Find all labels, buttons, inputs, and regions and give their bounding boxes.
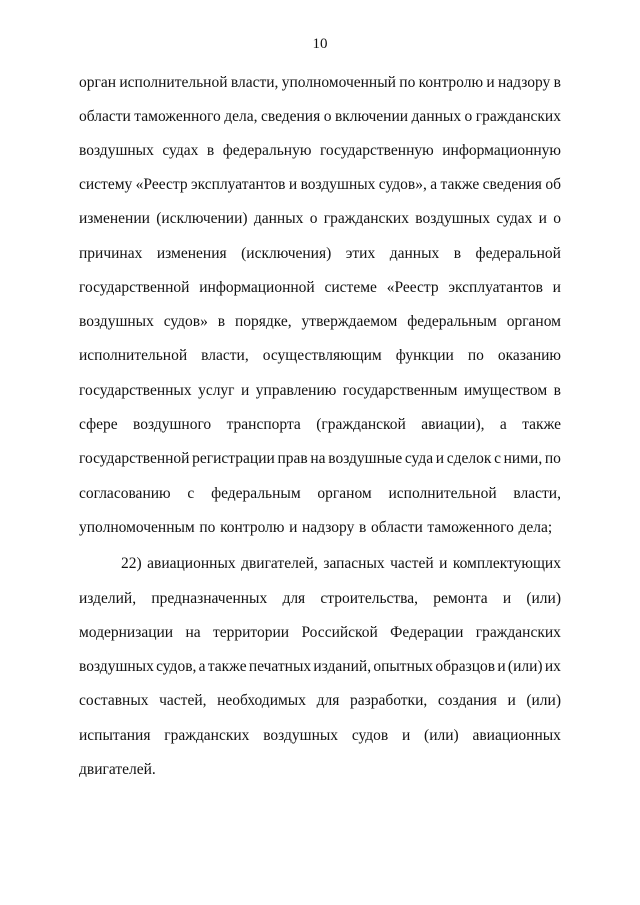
text-line: государственной информационной системе «Реестр эксплуатантов и (79, 279, 561, 296)
text-line: изменении (исключении) данных о гражданских воздушных судах и о (79, 210, 561, 227)
text-line: воздушных судов, а также печатных изданий, опытных образцов и (или) их (79, 658, 561, 675)
text-line: исполнительной власти, осуществляющим функции по оказанию (79, 347, 561, 364)
text-line: государственных услуг и управлению государственным имуществом в (79, 382, 561, 399)
text-line: систему «Реестр эксплуатантов и воздушных судов», а также сведения об (79, 176, 561, 193)
text-line: составных частей, необходимых для разработки, создания и (или) (79, 692, 561, 709)
text-line: уполномоченным по контролю и надзору в области таможенного дела; (79, 519, 553, 536)
text-line: сфере воздушного транспорта (гражданской авиации), а также (79, 416, 561, 433)
text-line: изделий, предназначенных для строительства, ремонта и (или) (79, 590, 561, 607)
text-line: согласованию с федеральным органом исполнительной власти, (79, 485, 561, 502)
text-line: испытания гражданских воздушных судов и (или) авиационных (79, 727, 561, 744)
text-line: воздушных судов» в порядке, утверждаемом федеральным органом (79, 313, 561, 330)
text-line: двигателей. (79, 761, 156, 778)
text-line: причинах изменения (исключения) этих данных в федеральной (79, 245, 561, 262)
text-line: 22) авиационных двигателей, запасных частей и комплектующих (121, 555, 561, 572)
text-line: области таможенного дела, сведения о включении данных о гражданских (79, 108, 561, 125)
text-line: воздушных судах в федеральную государственную информационную (79, 142, 561, 159)
text-line: орган исполнительной власти, уполномоченный по контролю и надзору в (79, 74, 561, 91)
text-line: государственной регистрации прав на воздушные суда и сделок с ними, по (79, 450, 561, 467)
page-number: 10 (312, 36, 328, 52)
text-line: модернизации на территории Российской Федерации гражданских (79, 624, 561, 641)
